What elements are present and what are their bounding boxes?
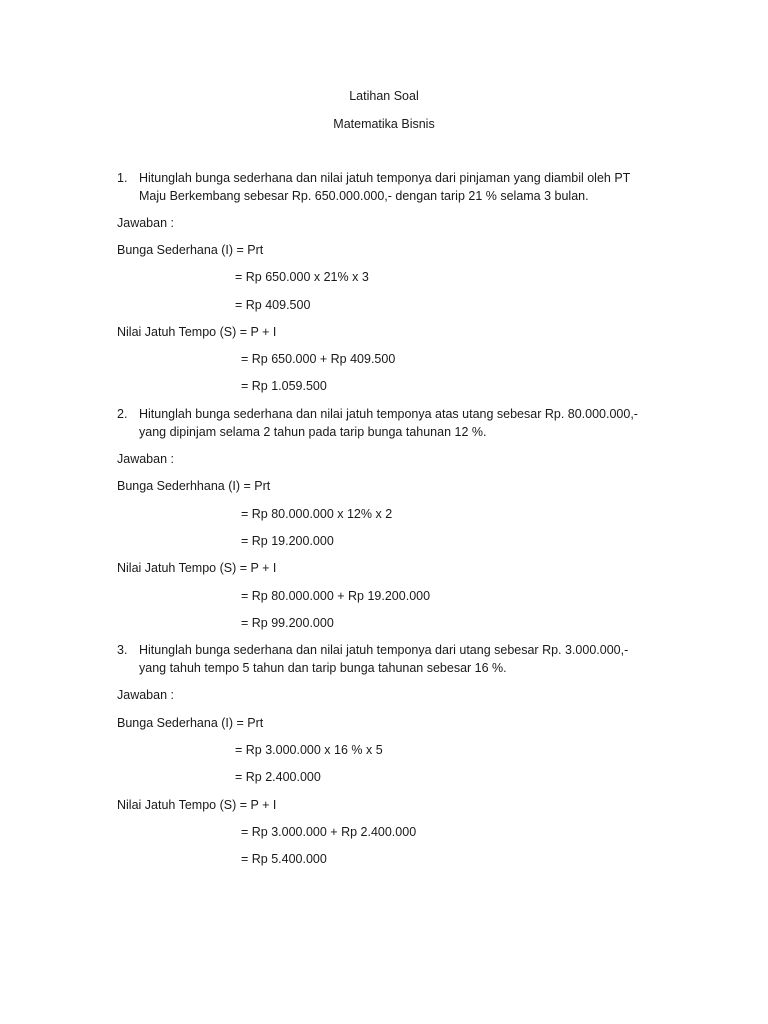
maturity-formula-label: Nilai Jatuh Tempo (S) = P + I (117, 798, 277, 812)
interest-step-2: = Rp 409.500 (235, 298, 311, 312)
maturity-formula-label: Nilai Jatuh Tempo (S) = P + I (117, 561, 277, 575)
answer-label: Jawaban : (117, 216, 174, 230)
question-number: 3. (117, 643, 128, 657)
question-text-line-2: yang dipinjam selama 2 tahun pada tarip bunga tahunan 12 %. (139, 425, 487, 439)
answer-label: Jawaban : (117, 452, 174, 466)
interest-step-1: = Rp 3.000.000 x 16 % x 5 (235, 743, 383, 757)
question-number: 2. (117, 407, 128, 421)
maturity-step-1: = Rp 650.000 + Rp 409.500 (241, 352, 396, 366)
question-text-line-1: Hitunglah bunga sederhana dan nilai jatuh temponya atas utang sebesar Rp. 80.000.000,- (139, 407, 638, 421)
interest-formula-label: Bunga Sederhana (I) = Prt (117, 243, 264, 257)
answer-label: Jawaban : (117, 688, 174, 702)
question-number: 1. (117, 171, 128, 185)
question-text-line-2: Maju Berkembang sebesar Rp. 650.000.000,- dengan tarip 21 % selama 3 bulan. (139, 189, 589, 203)
question-text-line-1: Hitunglah bunga sederhana dan nilai jatuh temponya dari pinjaman yang diambil oleh PT (139, 171, 631, 185)
maturity-step-1: = Rp 80.000.000 + Rp 19.200.000 (241, 589, 431, 603)
maturity-step-2: = Rp 1.059.500 (241, 379, 327, 393)
maturity-step-1: = Rp 3.000.000 + Rp 2.400.000 (241, 825, 417, 839)
maturity-step-2: = Rp 99.200.000 (241, 616, 334, 630)
interest-step-1: = Rp 650.000 x 21% x 3 (235, 270, 369, 284)
question-text-line-2: yang tahuh tempo 5 tahun dan tarip bunga tahunan sebesar 16 %. (139, 661, 507, 675)
interest-step-2: = Rp 19.200.000 (241, 534, 334, 548)
interest-formula-label: Bunga Sederhana (I) = Prt (117, 716, 264, 730)
document-subtitle: Matematika Bisnis (333, 117, 435, 131)
interest-step-1: = Rp 80.000.000 x 12% x 2 (241, 507, 393, 521)
maturity-formula-label: Nilai Jatuh Tempo (S) = P + I (117, 325, 277, 339)
question-text-line-1: Hitunglah bunga sederhana dan nilai jatuh temponya dari utang sebesar Rp. 3.000.000,- (139, 643, 629, 657)
interest-formula-label: Bunga Sederhhana (I) = Prt (117, 479, 271, 493)
interest-step-2: = Rp 2.400.000 (235, 770, 321, 784)
document-title: Latihan Soal (349, 89, 419, 103)
maturity-step-2: = Rp 5.400.000 (241, 852, 327, 866)
